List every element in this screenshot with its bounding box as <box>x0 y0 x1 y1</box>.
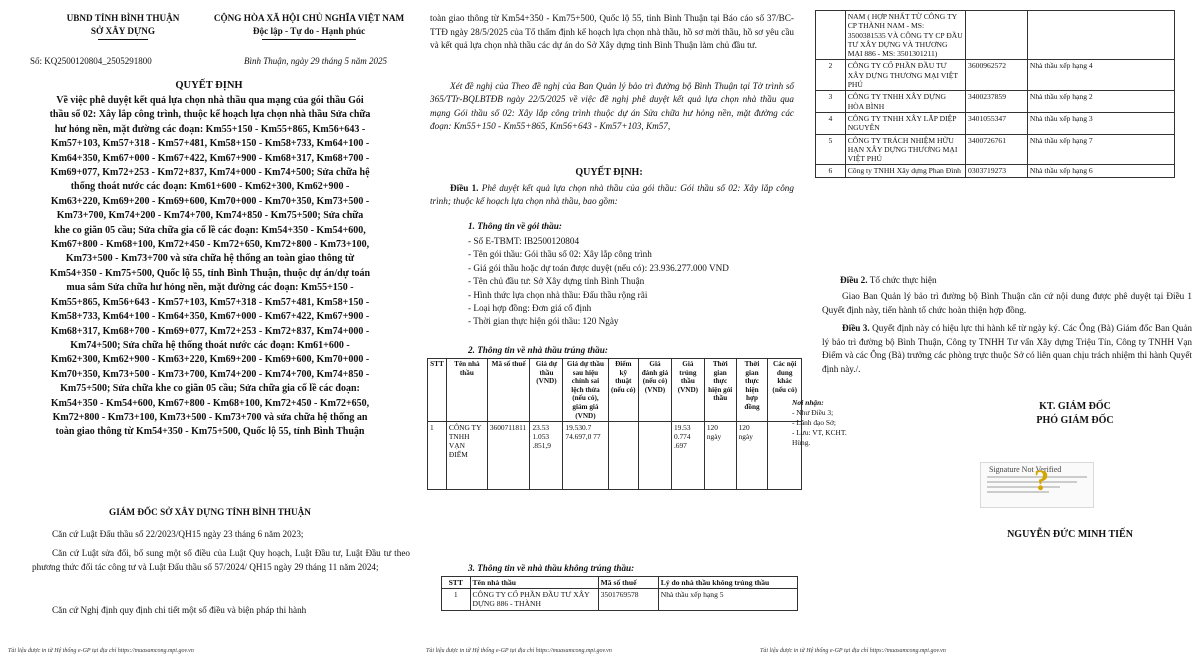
motto: Độc lập - Tự do - Hạnh phúc <box>252 26 366 36</box>
page-2 <box>418 0 800 656</box>
issuing-authority: GIÁM ĐỐC SỞ XÂY DỰNG TỈNH BÌNH THUẬN <box>109 507 311 517</box>
subject-line: Km63+220, Km69+200 - Km69+600, Km70+000 - Km70+350, Km73+500 - <box>50 195 370 207</box>
bid-info-item: - Thời gian thực hiện gói thầu: 120 Ngày <box>468 316 619 327</box>
loser-table-cell <box>966 11 1028 60</box>
loser-table-cell: NAM ( HỢP NHẤT TỪ CÔNG TY CP THÀNH NAM - MS: 3500381535 VÀ CÔNG TY CP ĐẦU TƯ XÂY DỰNG VÀ THƯƠNG MẠI 886 - MS: 3501301211) <box>845 11 965 60</box>
subject-line: Km62+300, Km62+900 - Km63+220, Km69+200 - Km69+600, Km70+000 - <box>50 354 370 366</box>
loser-table-header-cell: Lý do nhà thầu không trúng thầu <box>658 577 797 589</box>
subject-line: Km57+103, Km57+318 - Km57+481, Km58+150 - Km58+733, Km64+100 - <box>50 138 370 150</box>
section-2-title: 2. Thông tin về nhà thầu trúng thầu: <box>468 345 608 355</box>
department-name: SỞ XÂY DỰNG <box>90 26 156 36</box>
loser-table-cell: 0303719273 <box>966 165 1028 177</box>
subject-line: Km67+800 - Km68+100, Km72+450 - Km72+650, Km72+800 - Km73+100, <box>50 239 370 251</box>
loser-table-cell: Nhà thầu xếp hạng 4 <box>1027 60 1174 91</box>
article-3-text: Quyết định này có hiệu lực thi hành kể từ ngày ký. Các Ông (Bà) Giám đốc Ban Quản lý bảo trì đường bộ Bình Thuận, Công ty TNHH Tư vấn Xây dựng Triệu Tín, Công ty TNHH Vạn Điểm và các Ông (Bà) trưởng các phòng trực thuộc Sở có liên quan chịu trách nhiệm thi hành Quyết định này./. <box>822 323 1192 374</box>
loser-table-cell: Nhà thầu xếp hạng 6 <box>1027 165 1174 177</box>
winner-table-header-cell: Mã số thuế <box>487 359 530 422</box>
winner-table-cell: CÔNG TY TNHH VẠN ĐIỂM <box>446 422 487 490</box>
page-footer: Tài liệu được in từ Hệ thống e-GP tại địa chỉ https://muasamcong.mpi.gov.vn <box>760 648 946 654</box>
winner-table-header-cell: Giá dự thầu (VND) <box>530 359 563 422</box>
legal-basis-2: Căn cứ Luật sửa đổi, bổ sung một số điều của Luật Quy hoạch, Luật Đầu tư, Luật Đầu tư theo phương thức đối tác công tư và Luật Đấu thầu số 57/2024/ QH15 ngày 29 tháng 11 năm 2024; <box>32 548 410 573</box>
loser-table-cell: Nhà thầu xếp hạng 3 <box>1027 112 1174 134</box>
subject-line: Km68+317, Km68+700 - Km69+077, Km72+253 - Km72+837, Km74+000 - <box>50 325 370 337</box>
loser-table-cell <box>816 11 846 60</box>
subject-line: Km54+350 - Km54+600, Km67+800 - Km68+100, Km72+450 - Km72+650, <box>50 397 370 409</box>
subject-line: Km58+733, Km64+100 - Km64+350, Km67+000 - Km67+422, Km67+900 - <box>50 311 370 323</box>
winner-table-cell: 120 ngày <box>704 422 736 490</box>
subject-line: Km75+500; Sửa chữa khe co giãn 05 cầu; Sửa chữa gia cố lề các đoạn: <box>60 383 360 395</box>
loser-table-cell: CÔNG TY TNHH XÂY DỰNG HÒA BÌNH <box>845 91 965 113</box>
article-1 <box>430 182 794 209</box>
winner-table <box>427 358 802 490</box>
subject-line: Km69+077, Km72+253 - Km72+837, Km74+000 - Km74+500; Sửa chữa hệ <box>50 167 370 179</box>
loser-table-cell: 3600962572 <box>966 60 1028 91</box>
subject-line: thầu số 02: Xây lắp công trình, thuộc kế hoạch lựa chọn nhà thầu Sửa chữa <box>49 109 371 121</box>
bid-info-item: - Số E-TBMT: IB2500120804 <box>468 236 580 246</box>
bid-info-item: - Giá gói thầu hoặc dự toán được duyệt (nếu có): 23.936.277.000 VND <box>468 262 729 273</box>
subject-line: Về việc phê duyệt kết quả lựa chọn nhà thầu qua mạng của gói thầu Gói <box>56 95 364 106</box>
loser-table-continued <box>815 10 1175 178</box>
winner-table-cell: 3600711811 <box>487 422 530 490</box>
article-2-text: Tổ chức thực hiện <box>869 275 937 285</box>
winner-table-header-cell: Các nội dung khác (nếu có) <box>768 359 802 422</box>
loser-table-cell: Nhà thầu xếp hạng 2 <box>1027 91 1174 113</box>
subject-line: Km55+865, Km56+643 - Km57+103, Km57+318 - Km57+481, Km58+150 - <box>50 296 370 308</box>
table-row <box>816 134 1175 165</box>
section-3-title: 3. Thông tin về nhà thầu không trúng thầu: <box>468 563 635 573</box>
loser-table-header-cell: Mã số thuế <box>598 577 658 589</box>
winner-table-cell: 23.53 1.053 .851,9 <box>530 422 563 490</box>
loser-table-cell: 6 <box>816 165 846 177</box>
winner-table-cell: 120 ngày <box>736 422 768 490</box>
bid-info-list <box>468 235 798 329</box>
subject-line: thống thoát nước các đoạn: Km61+600 - Km62+300, Km62+900 - <box>70 181 350 193</box>
article-2-label: Điều 2. <box>840 275 868 285</box>
table-row <box>816 91 1175 113</box>
decision-subject <box>10 94 410 440</box>
winner-table-cell <box>608 422 639 490</box>
section-1-title: 1. Thông tin về gói thầu: <box>468 221 562 231</box>
place-date: Bình Thuận, ngày 29 tháng 5 năm 2025 <box>244 56 387 66</box>
recipient-item: - Lãnh đạo Sở; <box>792 418 836 427</box>
legal-basis-1: Căn cứ Luật Đấu thầu số 22/2023/QH15 ngày 23 tháng 6 năm 2023; <box>52 529 304 539</box>
article-3 <box>822 322 1192 376</box>
loser-table-header <box>442 577 798 589</box>
legal-basis-3: Căn cứ Nghị định quy định chi tiết một số điều và biện pháp thi hành <box>52 605 307 615</box>
article-2 <box>840 274 1190 286</box>
subject-line: hư hỏng nền, mặt đường các đoạn: Km55+150 - Km55+865, Km56+643 - <box>54 123 366 135</box>
loser-table-cell: 1 <box>442 589 471 611</box>
winner-table-header-cell: Tên nhà thầu <box>446 359 487 422</box>
subject-line: toàn giao thông từ Km54+350 - Km75+500, Quốc lộ 55, tỉnh Bình Thuận <box>55 426 365 438</box>
signer-role-2: PHÓ GIÁM ĐỐC <box>1036 415 1114 426</box>
loser-table-cell: Nhà thầu xếp hạng 5 <box>658 589 797 611</box>
signature-check-icon: ? <box>1034 464 1049 497</box>
loser-table-cell: 5 <box>816 134 846 165</box>
subject-line: khe co giãn 05 cầu; Sửa chữa gia cố lề các đoạn: Km54+350 - Km54+600, <box>54 224 366 236</box>
winner-table-header-cell: Thời gian thực hiện gói thầu <box>704 359 736 422</box>
article-3-label: Điều 3. <box>842 323 870 333</box>
country-name: CỘNG HÒA XÃ HỘI CHỦ NGHĨA VIỆT NAM <box>213 13 405 23</box>
winner-table-header-cell: Thời gian thực hiện hợp đồng <box>736 359 768 422</box>
agency-name: UBND TỈNH BÌNH THUẬN <box>66 13 180 23</box>
signer-role-1: KT. GIÁM ĐỐC <box>1039 401 1111 412</box>
winner-table-header-cell: Điểm kỹ thuật (nếu có) <box>608 359 639 422</box>
winner-table-header-cell: Giá trúng thầu (VND) <box>671 359 704 422</box>
loser-table-cell: 4 <box>816 112 846 134</box>
table-row <box>816 165 1175 177</box>
loser-table-cell: 3401055347 <box>966 112 1028 134</box>
loser-table-cell: 3400237859 <box>966 91 1028 113</box>
winner-table-header-cell: Giá dự thầu sau hiệu chỉnh sai lệch thừa (nếu có), giảm giá (VND) <box>563 359 608 422</box>
table-row <box>816 112 1175 134</box>
loser-table-cell: CÔNG TY CỔ PHẦN ĐẦU TƯ XÂY DỰNG THƯƠNG MẠI VIỆT PHÚ <box>845 60 965 91</box>
article-1-label: Điều 1. <box>450 183 479 193</box>
recipients-list <box>792 408 982 448</box>
recipient-item: - Lưu: VT, KCHT. <box>792 428 847 437</box>
loser-table-cell: CÔNG TY TRÁCH NHIỆM HỮU HẠN XÂY DỰNG THƯƠNG MẠI VIỆT PHÚ <box>845 134 965 165</box>
subject-line: Km64+350, Km67+000 - Km67+422, Km67+900 - Km68+317, Km68+700 - <box>50 152 370 164</box>
subject-line: Km70+350, Km73+500 - Km73+700, Km74+200 - Km74+700, Km74+850 - <box>50 368 370 380</box>
recipients-title: Nơi nhận: <box>792 398 824 407</box>
page-1 <box>0 0 418 656</box>
subject-line: Km72+800 - Km73+100, Km73+500 - Km73+700 và sửa chữa hệ thống an <box>52 411 368 423</box>
recipient-item: - Như Điều 3; <box>792 408 834 417</box>
header-rule-left <box>98 39 148 40</box>
subject-line: Km54+350 - Km75+500, Quốc lộ 55, tỉnh Bình Thuận, thuộc dự án/dự toán <box>49 267 371 279</box>
signature-status: Signature Not Verified <box>989 465 1062 474</box>
document-number: Số: KQ2500120804_2505291800 <box>30 56 152 66</box>
winner-table-header-cell: Giá đánh giá (nếu có) (VND) <box>639 359 672 422</box>
winner-table-header <box>428 359 802 422</box>
recipients <box>792 398 982 448</box>
loser-table-header-cell: Tên nhà thầu <box>470 577 598 589</box>
loser-table-cell: 3 <box>816 91 846 113</box>
continued-paragraph: toàn giao thông từ Km54+350 - Km75+500, Quốc lộ 55, tỉnh Bình Thuận tại Báo cáo số 37/BC-TTĐ ngày 28/5/2025 của Tổ thẩm định kế hoạch lựa chọn nhà thầu, hồ sơ mời thầu, hồ sơ yêu cầu và kết quả lựa chọn nhà thầu các dự án do Sở Xây dựng tỉnh Bình Thuận làm chủ đầu tư. <box>430 13 794 51</box>
decides-heading: QUYẾT ĐỊNH: <box>575 167 643 178</box>
bid-info-item: - Tên gói thầu: Gói thầu số 02: Xây lắp công trình <box>468 249 652 260</box>
winner-table-cell: 19.53 0.774 .697 <box>671 422 704 490</box>
table-row <box>428 422 802 490</box>
loser-table-cell: Công ty TNHH Xây dựng Phan Đình <box>845 165 965 177</box>
page-footer: Tài liệu được in từ Hệ thống e-GP tại địa chỉ https://muasamcong.mpi.gov.vn <box>426 648 612 654</box>
subject-line: Km73+700, Km74+200 - Km74+700, Km74+850 - Km75+500; Sửa chữa <box>56 210 364 222</box>
loser-table-cell: 3400726761 <box>966 134 1028 165</box>
signer-name: NGUYỄN ĐỨC MINH TIẾN <box>1007 529 1133 540</box>
recipient-item: Hùng. <box>792 438 811 447</box>
article-2-paragraph: Giao Ban Quản lý bảo trì đường bộ Bình Thuận căn cứ nội dung được phê duyệt tại Điều 1 Quyết định này, tiến hành tổ chức hoàn thiện hợp đồng. <box>822 291 1192 315</box>
page-footer: Tài liệu được in từ Hệ thống e-GP tại địa chỉ https://muasamcong.mpi.gov.vn <box>8 648 194 654</box>
winner-table-cell: 19.530.7 74.697,0 77 <box>563 422 608 490</box>
bid-info-item: - Tên chủ đầu tư: Sở Xây dựng tỉnh Bình Thuận <box>468 276 645 287</box>
table-row <box>816 60 1175 91</box>
header-rule-right <box>262 39 356 40</box>
winner-table-header-cell: STT <box>428 359 447 422</box>
subject-line: Km73+500 - Km73+700 và sửa chữa hệ thống an toàn giao thông từ <box>65 253 355 265</box>
consideration-paragraph: Xét đề nghị của Theo đề nghị của Ban Quản lý bảo trì đường bộ Bình Thuận tại Tờ trình số 365/TTr-BQLBTĐB ngày 22/5/2025 về việc đề nghị phê duyệt kết quả lựa chọn nhà thầu qua mạng Gói thầu số 02: Xây lắp công trình thuộc dự án Sửa chữa hư hỏng nền, mặt đường các đoạn: Km55+150 - Km55+865, Km56+643 - Km57+103, Km57, <box>430 81 794 132</box>
loser-table-cell <box>1027 11 1174 60</box>
loser-table-cell: Nhà thầu xếp hạng 7 <box>1027 134 1174 165</box>
table-row <box>816 11 1175 60</box>
subject-line: mua sắm Sửa chữa hư hỏng nền, mặt đường các đoạn: Km55+150 - <box>66 282 354 294</box>
loser-table-header-cell: STT <box>442 577 471 589</box>
decision-title: QUYẾT ĐỊNH <box>175 80 243 91</box>
bid-info-item: - Loại hợp đồng: Đơn giá cố định <box>468 303 592 314</box>
article-1-text: Phê duyệt kết quả lựa chọn nhà thầu của gói thầu: Gói thầu số 02: Xây lắp công trình; thuộc kế hoạch lựa chọn nhà thầu, bao gồm: <box>430 183 794 207</box>
winner-table-cell <box>639 422 672 490</box>
table-row <box>442 589 798 611</box>
winner-table-cell: 1 <box>428 422 447 490</box>
loser-table <box>441 576 798 611</box>
loser-table-cell: 2 <box>816 60 846 91</box>
subject-line: Km74+500; Sửa chữa hệ thống thoát nước các đoạn: Km61+600 - <box>70 339 350 351</box>
loser-table-cell: CÔNG TY CỔ PHẦN ĐẦU TƯ XÂY DỰNG 886 - THÀNH <box>470 589 598 611</box>
loser-table-cell: 3501769578 <box>598 589 658 611</box>
loser-table-cell: CÔNG TY TNHH XÂY LẮP DIỆP NGUYÊN <box>845 112 965 134</box>
bid-info-item: - Hình thức lựa chọn nhà thầu: Đấu thầu rộng rãi <box>468 289 648 300</box>
